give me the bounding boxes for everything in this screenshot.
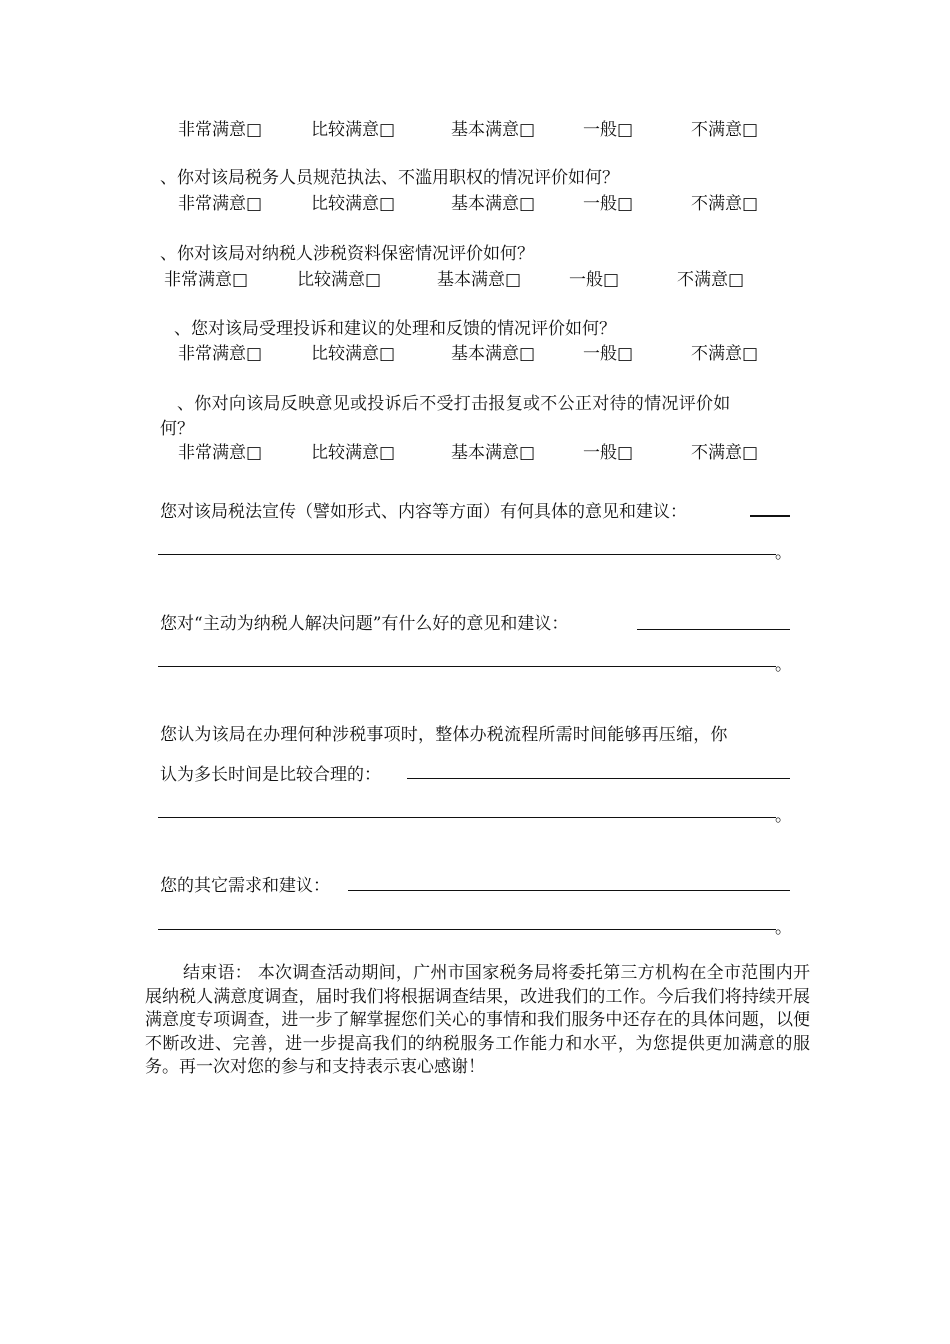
question-text-continued: 何？ <box>160 419 194 439</box>
option-dissatisfied[interactable]: 不满意□ <box>691 443 759 463</box>
option-basically-satisfied[interactable]: 基本满意□ <box>451 443 536 463</box>
open-question-text: 您对该局税法宣传（譬如形式、内容等方面）有何具体的意见和建议： <box>160 502 687 522</box>
option-fairly-satisfied[interactable]: 比较满意□ <box>297 270 382 290</box>
closing-paragraph: 结束语： 本次调查活动期间，广州市国家税务局将委托第三方机构在全市范围内开展纳税人满意度调查，届时我们将根据调查结果，改进我们的工作。今后我们将持续开展满意度专项调查，进一步了解掌握您们关心的事情和我们服务中还存在的具体问题，以便不断改进、完善，进一步提高我们的纳税服务工作能力和水平，为您提供更加满意的服务。再一次对您的参与和支持表示衷心感谢！ <box>145 963 810 1077</box>
period-mark: 。 <box>775 806 792 826</box>
answer-line[interactable] <box>750 515 790 517</box>
option-average[interactable]: 一般□ <box>583 443 634 463</box>
option-average[interactable]: 一般□ <box>583 344 634 364</box>
open-question-text: 您认为该局在办理何种涉税事项时，整体办税流程所需时间能够再压缩，你 <box>160 725 728 745</box>
option-dissatisfied[interactable]: 不满意□ <box>691 194 759 214</box>
option-fairly-satisfied[interactable]: 比较满意□ <box>311 344 396 364</box>
option-dissatisfied[interactable]: 不满意□ <box>677 270 745 290</box>
option-average[interactable]: 一般□ <box>569 270 620 290</box>
question-text: 、你对该局对纳税人涉税资料保密情况评价如何？ <box>160 244 534 264</box>
option-fairly-satisfied[interactable]: 比较满意□ <box>311 120 396 140</box>
answer-line[interactable] <box>637 629 790 630</box>
answer-line[interactable] <box>158 666 776 667</box>
option-basically-satisfied[interactable]: 基本满意□ <box>451 194 536 214</box>
option-average[interactable]: 一般□ <box>583 194 634 214</box>
option-basically-satisfied[interactable]: 基本满意□ <box>451 344 536 364</box>
option-dissatisfied[interactable]: 不满意□ <box>691 344 759 364</box>
open-question-text: 您的其它需求和建议： <box>160 876 330 896</box>
period-mark: 。 <box>775 655 792 675</box>
option-fairly-satisfied[interactable]: 比较满意□ <box>311 194 396 214</box>
option-fairly-satisfied[interactable]: 比较满意□ <box>311 443 396 463</box>
question-text: 、你对该局税务人员规范执法、不滥用职权的情况评价如何？ <box>160 168 619 188</box>
open-question-text-continued: 认为多长时间是比较合理的： <box>160 765 381 785</box>
answer-line[interactable] <box>158 817 776 818</box>
option-very-satisfied[interactable]: 非常满意□ <box>178 443 263 463</box>
open-question-text: 您对“主动为纳税人解决问题”有什么好的意见和建议： <box>160 614 569 634</box>
answer-line[interactable] <box>407 778 790 779</box>
option-very-satisfied[interactable]: 非常满意□ <box>178 344 263 364</box>
answer-line[interactable] <box>348 890 790 891</box>
question-text: 、您对该局受理投诉和建议的处理和反馈的情况评价如何？ <box>174 319 616 339</box>
option-dissatisfied[interactable]: 不满意□ <box>691 120 759 140</box>
option-very-satisfied[interactable]: 非常满意□ <box>164 270 249 290</box>
answer-line[interactable] <box>158 554 776 555</box>
period-mark: 。 <box>775 918 792 938</box>
period-mark: 。 <box>775 543 792 563</box>
option-basically-satisfied[interactable]: 基本满意□ <box>437 270 522 290</box>
option-average[interactable]: 一般□ <box>583 120 634 140</box>
answer-line[interactable] <box>158 929 776 930</box>
question-text: 、你对向该局反映意见或投诉后不受打击报复或不公正对待的情况评价如 <box>177 394 731 414</box>
option-very-satisfied[interactable]: 非常满意□ <box>178 194 263 214</box>
option-very-satisfied[interactable]: 非常满意□ <box>178 120 263 140</box>
option-basically-satisfied[interactable]: 基本满意□ <box>451 120 536 140</box>
